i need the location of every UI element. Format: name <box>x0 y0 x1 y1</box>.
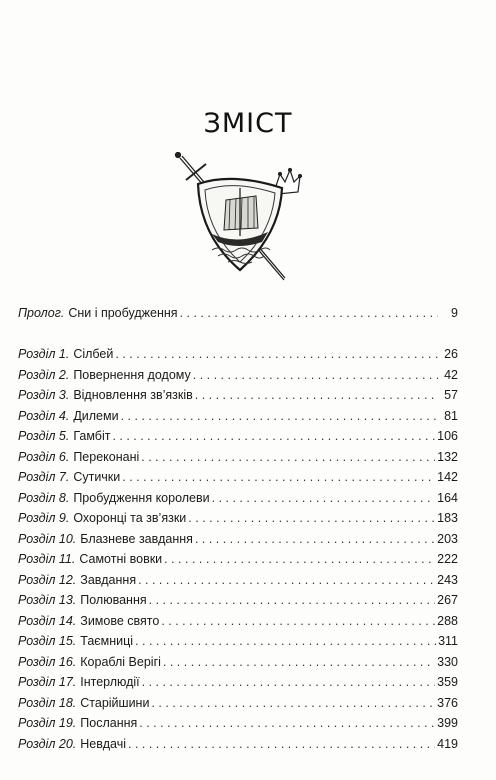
entry-page: 9 <box>451 306 458 320</box>
entry-title: Відновлення зв’язків <box>73 388 193 402</box>
entry-title: Зимове свято <box>80 613 160 628</box>
entry-page: 222 <box>437 552 458 566</box>
chapter-list <box>18 344 458 754</box>
leader-dots <box>142 672 436 693</box>
toc-entry-chapter[interactable] <box>18 713 458 734</box>
prologue-section <box>18 303 458 324</box>
entry-label: Розділ 19. <box>18 716 77 730</box>
entry-page: 203 <box>437 531 458 546</box>
entry-page: 81 <box>444 408 458 423</box>
page-title: ЗМІСТ <box>203 108 293 139</box>
toc-entry-chapter[interactable] <box>18 652 458 673</box>
entry-label: Розділ 12. <box>18 572 77 587</box>
leader-dots <box>188 508 435 529</box>
toc-entry-chapter[interactable] <box>18 631 458 652</box>
leader-dots <box>141 447 435 468</box>
entry-label: Розділ 3. <box>18 388 70 402</box>
entry-label: Розділ 6. <box>18 449 70 464</box>
entry-page: 142 <box>437 470 458 484</box>
leader-dots <box>195 385 438 406</box>
entry-label: Розділ 7. <box>18 470 70 484</box>
entry-title: Блазневе завдання <box>80 531 193 546</box>
entry-page: 106 <box>437 429 458 443</box>
leader-dots <box>135 631 436 652</box>
toc-entry-chapter[interactable] <box>18 529 458 550</box>
entry-title: Сілбей <box>73 347 114 361</box>
leader-dots <box>139 713 435 734</box>
toc-entry-chapter[interactable] <box>18 426 458 447</box>
entry-label: Розділ 17. <box>18 675 77 689</box>
toc-entry-chapter[interactable] <box>18 385 458 406</box>
entry-page: 57 <box>444 388 458 402</box>
leader-dots <box>112 426 435 447</box>
leader-dots <box>149 590 436 611</box>
toc-entry-chapter[interactable] <box>18 508 458 529</box>
entry-title: Таємниці <box>80 634 134 648</box>
entry-page: 267 <box>437 593 458 607</box>
entry-label: Розділ 1. <box>18 347 70 361</box>
entry-label: Розділ 11. <box>18 552 76 566</box>
toc-entry-chapter[interactable] <box>18 467 458 488</box>
entry-label: Розділ 15. <box>18 634 77 648</box>
entry-page: 376 <box>437 695 458 710</box>
entry-label: Розділ 16. <box>18 654 77 669</box>
entry-page: 359 <box>437 675 458 689</box>
entry-title: Повернення додому <box>73 367 191 382</box>
entry-title: Інтерлюдії <box>80 675 140 689</box>
leader-dots <box>121 406 438 427</box>
entry-page: 42 <box>444 367 458 382</box>
entry-title: Полювання <box>80 593 147 607</box>
entry-page: 243 <box>437 572 458 587</box>
entry-label: Розділ 5. <box>18 429 70 443</box>
leader-dots <box>122 467 435 488</box>
entry-page: 183 <box>437 511 458 525</box>
toc-entry-chapter[interactable] <box>18 447 458 468</box>
entry-title: Послання <box>80 716 138 730</box>
toc-entry-chapter[interactable] <box>18 406 458 427</box>
leader-dots <box>164 549 435 570</box>
toc-entry-chapter[interactable] <box>18 549 458 570</box>
entry-page: 419 <box>437 736 458 751</box>
toc-entry-chapter[interactable] <box>18 344 458 365</box>
toc-entry-prologue[interactable] <box>18 303 458 324</box>
leader-dots <box>193 365 438 386</box>
leader-dots <box>163 652 435 673</box>
entry-page: 311 <box>438 634 458 648</box>
leader-dots <box>151 693 435 714</box>
leader-dots <box>128 734 435 755</box>
shield-emblem-icon <box>172 152 306 284</box>
entry-title: Переконані <box>73 449 140 464</box>
entry-title: Самотні вовки <box>79 552 163 566</box>
entry-page: 288 <box>437 613 458 628</box>
toc-entry-chapter[interactable] <box>18 734 458 755</box>
toc-entry-chapter[interactable] <box>18 365 458 386</box>
toc-entry-chapter[interactable] <box>18 693 458 714</box>
entry-page: 399 <box>437 716 458 730</box>
entry-label: Пролог. <box>18 306 65 320</box>
entry-title: Старійшини <box>80 695 150 710</box>
entry-title: Невдачі <box>80 736 127 751</box>
entry-title: Дилеми <box>73 408 119 423</box>
entry-page: 164 <box>437 490 458 505</box>
entry-page: 330 <box>437 654 458 669</box>
entry-label: Розділ 8. <box>18 490 70 505</box>
toc-entry-chapter[interactable] <box>18 672 458 693</box>
entry-label: Розділ 4. <box>18 408 70 423</box>
leader-dots <box>115 344 438 365</box>
entry-title: Завдання <box>80 572 137 587</box>
entry-title: Охоронці та зв’язки <box>73 511 187 525</box>
entry-label: Розділ 9. <box>18 511 70 525</box>
toc-entry-chapter[interactable] <box>18 488 458 509</box>
leader-dots <box>212 488 436 509</box>
toc-entry-chapter[interactable] <box>18 590 458 611</box>
leader-dots <box>195 529 435 550</box>
entry-label: Розділ 13. <box>18 593 77 607</box>
entry-title: Гамбіт <box>73 429 111 443</box>
entry-page: 26 <box>444 347 458 361</box>
toc-entry-chapter[interactable] <box>18 570 458 591</box>
entry-page: 132 <box>437 449 458 464</box>
leader-dots <box>180 303 438 324</box>
entry-title: Сутички <box>73 470 121 484</box>
entry-label: Розділ 10. <box>18 531 77 546</box>
toc-entry-chapter[interactable] <box>18 611 458 632</box>
entry-label: Розділ 14. <box>18 613 77 628</box>
leader-dots <box>138 570 435 591</box>
entry-label: Розділ 2. <box>18 367 70 382</box>
entry-label: Розділ 20. <box>18 736 77 751</box>
entry-title: Сни і пробудження <box>68 306 178 320</box>
entry-title: Пробудження королеви <box>73 490 210 505</box>
leader-dots <box>161 611 435 632</box>
entry-title: Кораблі Верігі <box>80 654 161 669</box>
entry-label: Розділ 18. <box>18 695 77 710</box>
